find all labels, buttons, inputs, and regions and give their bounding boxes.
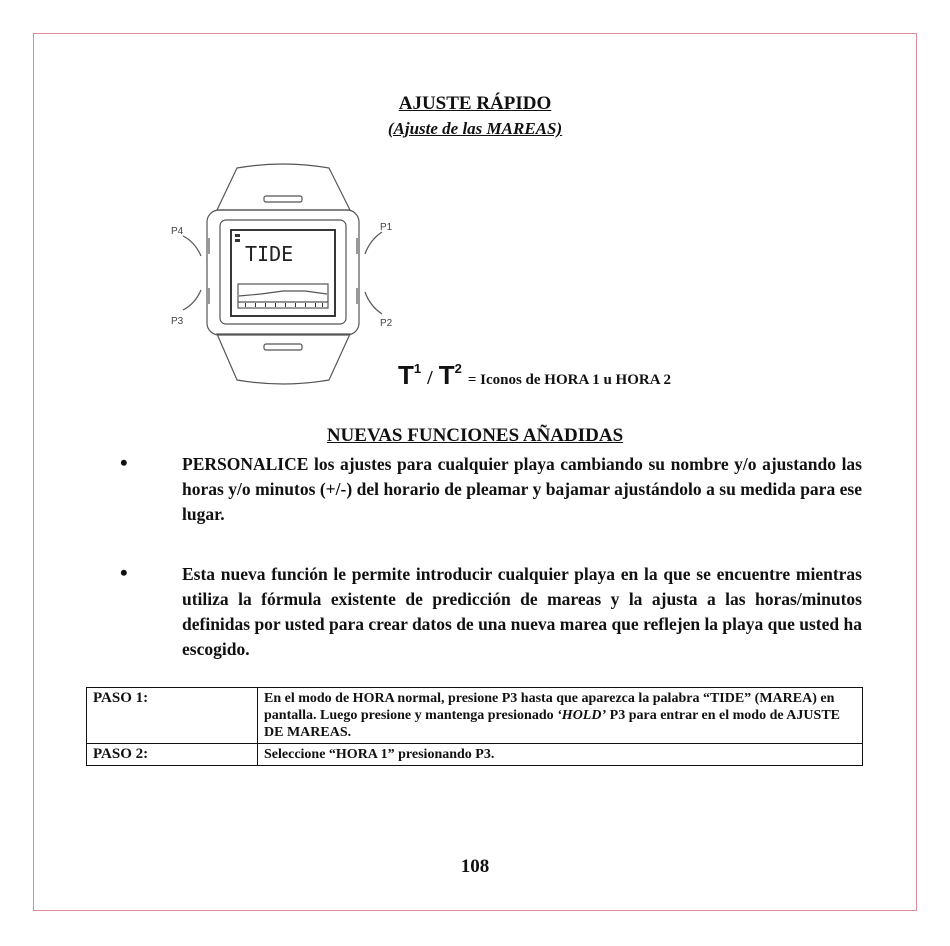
table-row [87, 688, 863, 744]
t1-icon: T [398, 360, 414, 390]
table-row [87, 744, 863, 766]
button-label-p2: P2 [380, 318, 393, 329]
watch-display-text: TIDE [245, 242, 294, 266]
page-number: 108 [460, 856, 490, 877]
bullet-text-1: PERSONALICE los ajustes para cualquier playa cambiando su nombre y/o ajustando las horas y/o minutos (+/-) del horario de pleamar y bajamar ajustándolo a su medida para ese lugar. [182, 454, 862, 524]
bullet-text-2: Esta nueva función le permite introducir cualquier playa en la que se encuentre mientras utiliza la fórmula existente de predicción de mareas y la ajusta a las horas/minutos definidas por usted para crear datos de una nueva marea que reflejen la playa que usted ha escogido. [182, 564, 862, 659]
icon-legend [398, 360, 671, 391]
watch-bottom-strap [217, 334, 350, 384]
button-label-p1: P1 [380, 222, 393, 233]
icon-separator: / [427, 367, 433, 389]
step-label: PASO 1: [87, 688, 258, 744]
watch-illustration [165, 158, 400, 393]
section-heading: NUEVAS FUNCIONES AÑADIDAS [326, 425, 624, 446]
page-subtitle: (Ajuste de las MAREAS) [387, 119, 563, 138]
step-text: Seleccione “HORA 1” presionando P3. [258, 744, 863, 766]
button-label-p3: P3 [171, 316, 184, 327]
bullet-marker: • [120, 450, 128, 475]
t1-sup: 1 [413, 361, 422, 376]
page-title: AJUSTE RÁPIDO [398, 93, 552, 114]
step-label: PASO 2: [87, 744, 258, 766]
steps-table [86, 687, 863, 766]
icon-legend-description: = Iconos de HORA 1 u HORA 2 [467, 372, 671, 388]
watch-top-strap [217, 164, 350, 210]
t2-sup: 2 [454, 361, 462, 376]
button-label-p4: P4 [171, 226, 184, 237]
bullet-marker: • [120, 560, 128, 585]
step-text: En el modo de HORA normal, presione P3 hasta que aparezca la palabra “TIDE” (MAREA) en pantalla. Luego presione y mantenga presionado ‘HOLD’ P3 para entrar en el modo de AJUSTE DE MAREAS. [258, 688, 863, 744]
t2-icon: T [438, 360, 455, 390]
